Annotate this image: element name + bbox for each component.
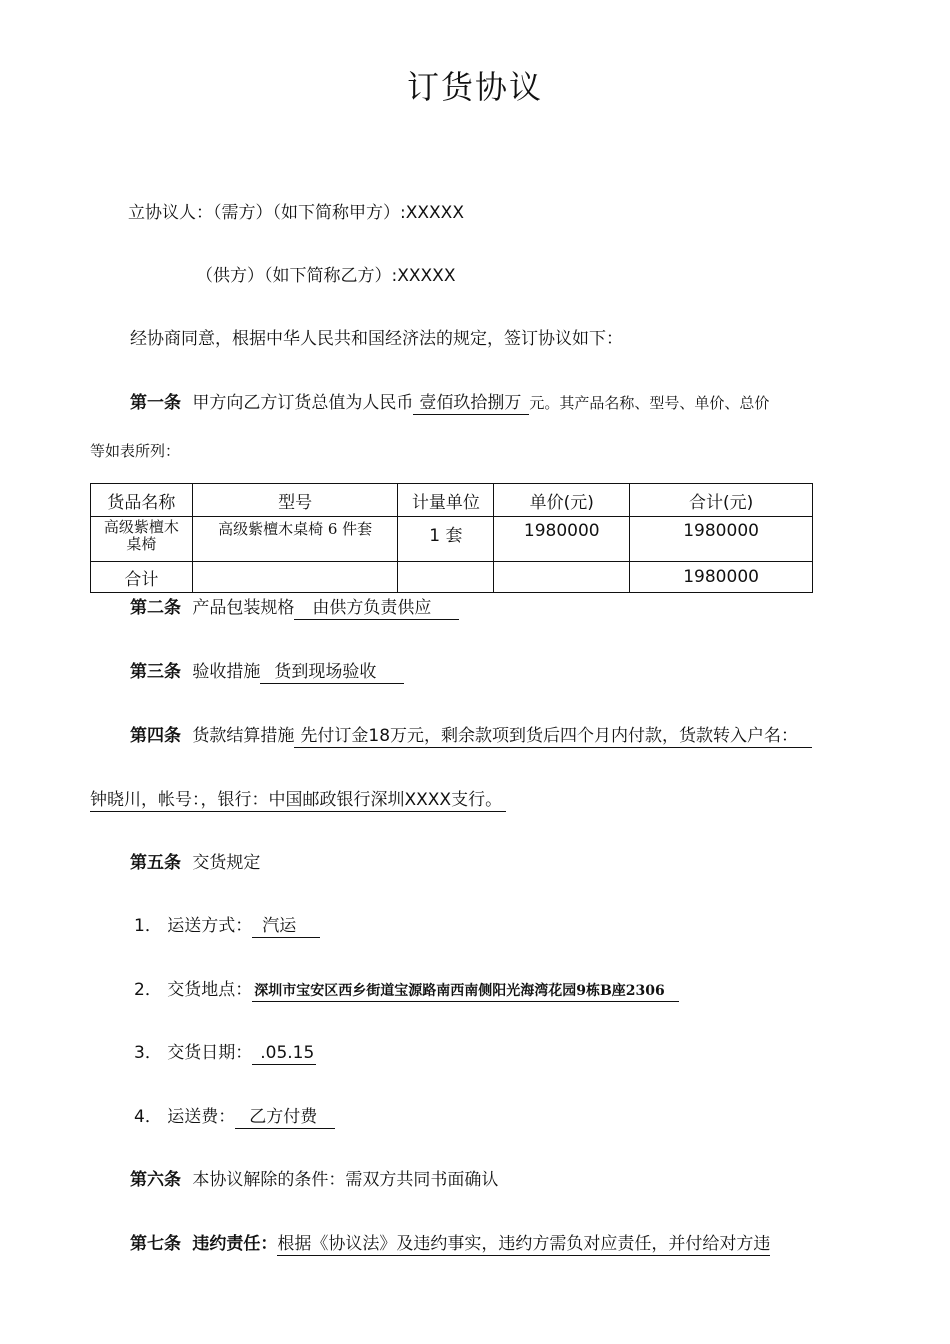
- header-cell: 货品名称: [91, 484, 193, 517]
- table-header-row: [91, 484, 813, 517]
- article-1-text-after: 元。其产品名称、型号、单价、总价: [529, 394, 770, 412]
- seller-label: （供方）（如下简称乙方）:: [196, 266, 398, 286]
- article-5: [130, 848, 260, 873]
- header-cell: 单价(元): [494, 484, 630, 517]
- cell-total-label: 合计: [91, 562, 193, 593]
- delivery-item-4: [134, 1102, 335, 1129]
- article-3: [130, 657, 404, 684]
- cell-name: [91, 517, 193, 562]
- article-7: [130, 1229, 770, 1256]
- document-title: 订货协议: [406, 68, 543, 106]
- article-6-value: 需双方共同书面确认: [345, 1170, 499, 1190]
- table-row: [91, 517, 813, 562]
- cell-unit: 1 套: [398, 517, 494, 562]
- article-1-text: 甲方向乙方订货总值为人民币: [192, 393, 414, 413]
- article-6: [130, 1165, 498, 1190]
- item-number: 1．: [134, 916, 162, 936]
- article-3-heading: 第三条: [130, 662, 181, 682]
- article-1-continuation: 等如表所列：: [90, 442, 181, 460]
- header-cell: 合计(元): [630, 484, 813, 517]
- seller-value: XXXXX: [397, 266, 456, 286]
- intro-text: 经协商同意，根据中华人民共和国经济法的规定，签订协议如下：: [130, 329, 623, 349]
- cell-empty: [192, 562, 398, 593]
- delivery-item-2: [134, 975, 679, 1002]
- article-4-label: 货款结算措施: [192, 726, 295, 746]
- article-4-heading: 第四条: [130, 726, 181, 746]
- goods-table: [90, 483, 813, 593]
- cell-grand-total: 1980000: [630, 562, 813, 593]
- delivery-item-3: [134, 1038, 316, 1065]
- item-value: 深圳市宝安区西乡街道宝源路南西南侧阳光海湾花园9栋B座2306: [252, 980, 679, 1002]
- cell-model: [192, 517, 398, 562]
- article-4-value-line1: 先付订金18万元，剩余款项到货后四个月内付款，货款转入户名：: [294, 721, 812, 748]
- article-1-heading: 第一条: [130, 393, 181, 413]
- article-5-heading: 第五条: [130, 853, 181, 873]
- header-cell: 计量单位: [398, 484, 494, 517]
- item-number: 2．: [134, 980, 162, 1000]
- article-6-label: 本协议解除的条件：: [192, 1170, 346, 1190]
- article-4: [130, 721, 812, 748]
- article-2-heading: 第二条: [130, 598, 181, 618]
- article-7-heading: 第七条: [130, 1234, 181, 1254]
- item-label: 运送方式：: [167, 916, 253, 936]
- article-3-label: 验收措施: [192, 662, 261, 682]
- seller-line: [196, 261, 455, 286]
- item-label: 交货地点：: [167, 980, 253, 1000]
- cell-empty: [398, 562, 494, 593]
- header-cell: 型号: [192, 484, 398, 517]
- delivery-item-1: [134, 911, 320, 938]
- buyer-label: 立协议人：（需方）（如下简称甲方）:: [128, 203, 406, 223]
- table-total-row: [91, 562, 813, 593]
- item-label: 运送费：: [167, 1107, 236, 1127]
- article-7-value: 根据《协议法》及违约事实，违约方需负对应责任，并付给对方违: [277, 1229, 770, 1256]
- article-4-value-line2: 钟晓川，帐号：，银行：中国邮政银行深圳XXXX支行。: [90, 785, 506, 812]
- cell-model-text: 高级紫檀木桌椅 6 件套: [218, 520, 373, 538]
- article-2-label: 产品包装规格: [192, 598, 295, 618]
- article-2: [130, 593, 459, 620]
- cell-empty: [494, 562, 630, 593]
- cell-name-text: 高级紫檀木桌椅: [103, 518, 179, 553]
- item-value: 汽运: [252, 911, 320, 938]
- article-3-value: 货到现场验收: [260, 657, 404, 684]
- article-1: [130, 388, 769, 415]
- item-value: 乙方付费: [235, 1102, 335, 1129]
- article-5-label: 交货规定: [192, 853, 261, 873]
- cell-total: 1980000: [630, 517, 813, 562]
- item-number: 3．: [134, 1043, 162, 1063]
- article-6-heading: 第六条: [130, 1170, 181, 1190]
- article-2-value: 由供方负责供应: [294, 593, 459, 620]
- cell-price: 1980000: [494, 517, 630, 562]
- article-4-continuation: [90, 785, 506, 812]
- article-7-label: 违约责任：: [192, 1234, 278, 1254]
- item-label: 交货日期：: [167, 1043, 253, 1063]
- buyer-value: XXXXX: [405, 203, 464, 223]
- article-1-amount: 壹佰玖拾捌万: [413, 388, 529, 415]
- item-value: .05.15: [252, 1043, 316, 1065]
- buyer-line: [128, 198, 464, 223]
- item-number: 4．: [134, 1107, 162, 1127]
